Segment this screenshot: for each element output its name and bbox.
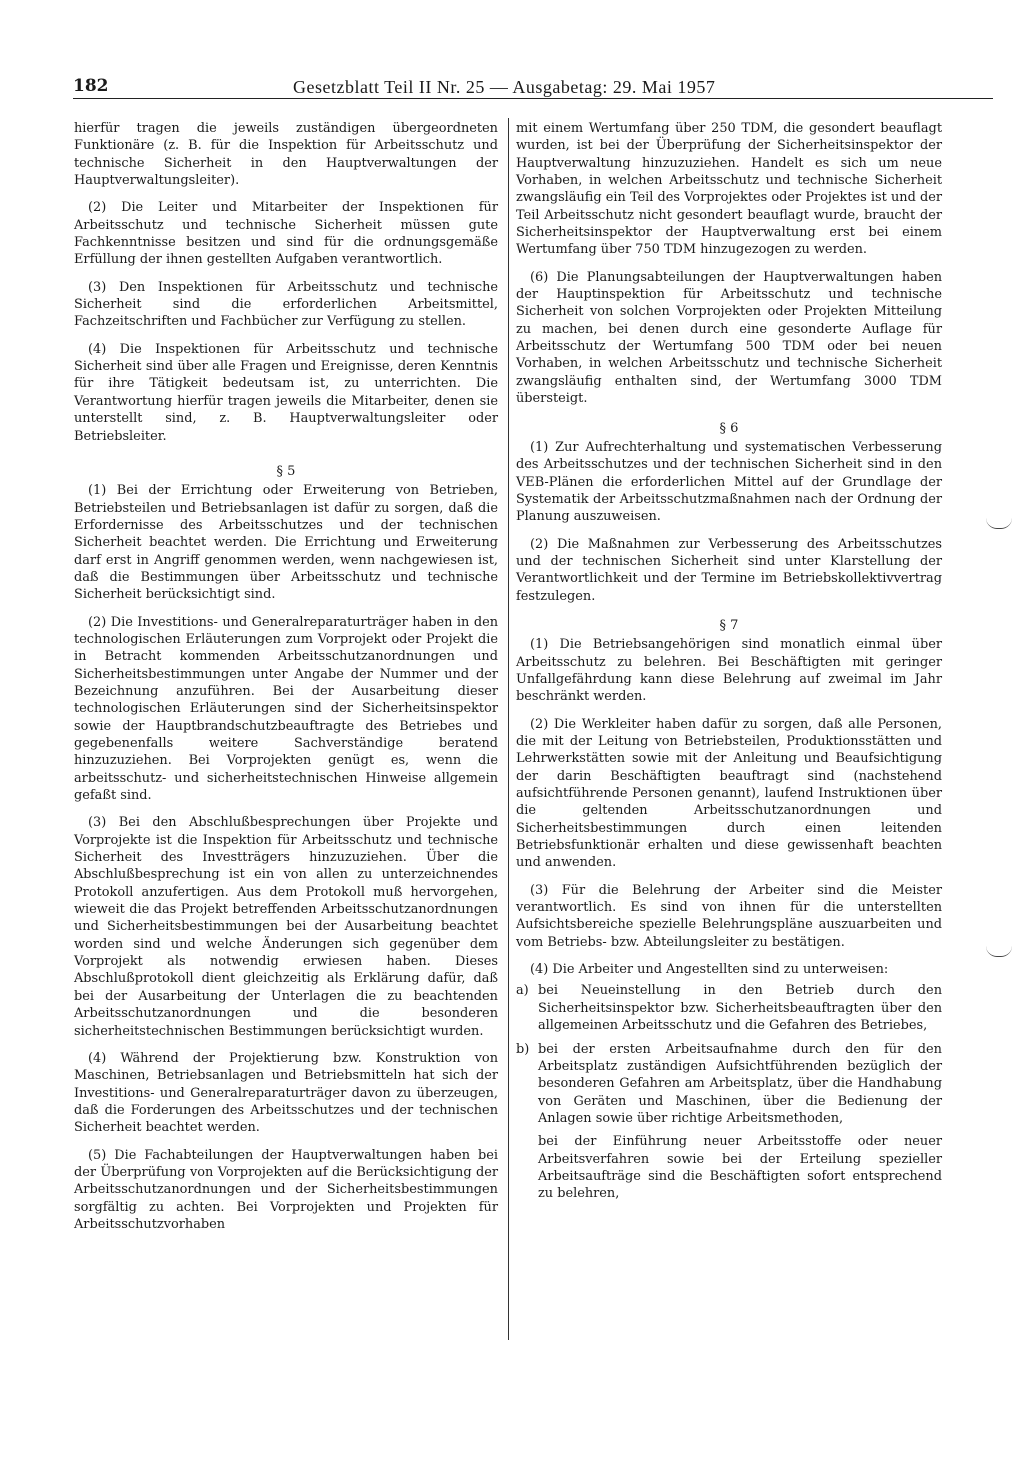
- paragraph-continuation: mit einem Wertumfang über 250 TDM, die gesondert beauflagt wurden, ist bei der Überprüfung der Sicherheitsinspektor der Hauptverwaltung hinzuzuziehen. Handelt es sich um neue Vorhaben, in welchen Arbeitsschutz und technische Sicherheit zwangsläufig ein Teil des Vorprojektes oder Projektes ist und der Teil Arbeitsschutz nicht gesondert beauflagt wurde, braucht der Sicherheitsinspektor der Hauptverwaltung erst bei einem Wertumfang über 750 TDM hinzugezogen zu werden.: [516, 121, 942, 258]
- section-5-paragraph-6: (6) Die Planungsabteilungen der Hauptverwaltungen haben der Hauptinspektion für Arbeitsschutz und technische Sicherheit von solchen Vorprojekten oder Projekten Mitteilung zu machen, bei denen durch eine gesonderte Auflage für Arbeitsschutz der Wertumfang 500 TDM oder bei neuen Vorhaben, in welchen Arbeitsschutz und technische Sicherheit zwangsläufig enthalten sind, der Wertumfang 3000 TDM übersteigt.: [516, 269, 942, 407]
- section-5-paragraph-1: (1) Bei der Errichtung oder Erweiterung von Betrieben, Betriebsteilen und Betriebsanlagen ist dafür zu sorgen, daß die Erfordernisse des Arbeitsschutzes und der technischen Sicherheit beachtet werden. Die Errichtung und Erweiterung darf erst in Angriff genommen werden, wenn nachgewiesen ist, daß die Bestimmungen über Arbeitsschutz und technische Sicherheit berücksichtigt sind.: [74, 483, 498, 603]
- paragraph-2: (2) Die Leiter und Mitarbeiter der Inspektionen für Arbeitsschutz und technische Sicherheit müssen gute Fachkenntnisse besitzen und sind für die ordnungsgemäße Erfüllung der ihnen gestellten Aufgaben verantwortlich.: [74, 200, 498, 268]
- section-6-paragraph-2: (2) Die Maßnahmen zur Verbesserung des Arbeitsschutzes und der technischen Sicherheit sind unter Klarstellung der Verantwortlichkeit und der Termine im Betriebskollektivvertrag festzulegen.: [516, 536, 942, 604]
- list-item-text: bei der ersten Arbeitsaufnahme durch den für den Arbeitsplatz zuständigen Aufsichtführenden bezüglich der besonderen Gefahren am Arbeitsplatz, über die Handhabung von Geräten und Maschinen, über die Bedienung der Anlagen sowie über richtige Arbeitsmethoden,: [538, 1041, 942, 1126]
- section-7-paragraph-4: (4) Die Arbeiter und Angestellten sind zu unterweisen:: [530, 962, 889, 978]
- left-column: [74, 120, 498, 1243]
- section-5-heading: § 5: [276, 463, 296, 479]
- right-column: [516, 120, 942, 1203]
- list-marker: b): [516, 1041, 530, 1057]
- list-item-text: bei Neueinstellung in den Betrieb durch den Sicherheitsinspektor bzw. Sicherheitsbeauftragten über den allgemeinen Arbeitsschutz und die Gefahren des Betriebes,: [538, 983, 942, 1034]
- paragraph-3: (3) Den Inspektionen für Arbeitsschutz und technische Sicherheit sind die erforderlichen Arbeitsmittel, Fachzeitschriften und Fachbücher zur Verfügung zu stellen.: [74, 279, 498, 330]
- margin-mark-icon: [986, 518, 1012, 529]
- publication-title: Gesetzblatt Teil II Nr. 25 — Ausgabetag: 29. Mai 1957: [293, 77, 716, 97]
- list-item-a: [516, 982, 942, 1034]
- section-6-heading: § 6: [719, 420, 739, 436]
- section-5-paragraph-5: (5) Die Fachabteilungen der Hauptverwaltungen haben bei der Überprüfung von Vorprojekten auf die Berücksichtigung der Arbeitsschutzanordnungen und der Sicherheitsbestimmungen sorgfältig zu achten. Bei Vorprojekten und Projekten für Arbeitsschutzvorhaben: [74, 1147, 498, 1232]
- section-5-paragraph-3: (3) Bei den Abschlußbesprechungen über Projekte und Vorprojekte ist die Inspektion für Arbeitsschutz und technische Sicherheit des Investträgers hinzuzuziehen. Über die Abschlußbesprechung ist ein von allen zu unterzeichnendes Protokoll anzufertigen. Aus dem Protokoll muß hervorgehen, wieweit die das Projekt betreffenden Arbeitsschutzanordnungen und Sicherheitsbestimmungen bei der Ausarbeitung beachtet worden sind und welche Änderungen sich gegenüber dem Vorprojekt als notwendig erwiesen haben. Dieses Abschlußprotokoll dient gleichzeitig als Erklärung dafür, daß bei der Ausarbeitung der Unterlagen die zu beachtenden Arbeitsschutzanordnungen und die besonderen sicherheitstechnischen Bestimmungen berücksichtigt wurden.: [74, 815, 498, 1039]
- section-6-paragraph-1: (1) Zur Aufrechterhaltung und systematischen Verbesserung des Arbeitsschutzes und der technischen Sicherheit sind in den VEB-Plänen die erforderlichen Mittel auf der Grundlage der Systematik der Arbeitsschutzmaßnahmen nach der Ordnung der Planung auszuweisen.: [516, 439, 942, 525]
- section-7-paragraph-1: (1) Die Betriebsangehörigen sind monatlich einmal über Arbeitsschutz zu belehren. Bei Beschäftigten mit geringer Unfallgefährdung kann diese Belehrung auf zweimal im Jahr beschränkt werden.: [516, 637, 942, 705]
- page-number: 182: [73, 76, 109, 96]
- list-item-b: [516, 1041, 942, 1128]
- paragraph-continuation: hierfür tragen die jeweils zuständigen übergeordneten Funktionäre (z. B. für die Inspektion für Arbeitsschutz und technische Sicherheit in den Hauptverwaltungen der Hauptverwaltungsleiter).: [74, 121, 498, 189]
- page-header: [73, 76, 993, 99]
- margin-mark-icon: [986, 946, 1012, 957]
- list-marker: a): [516, 983, 529, 999]
- section-5-paragraph-4: (4) Während der Projektierung bzw. Konstruktion von Maschinen, Betriebsanlagen und Betriebsmitteln hat sich der Investitions- und Generalreparaturträger davon zu überzeugen, daß die Forderungen des Arbeitsschutzes und der technischen Sicherheit beachtet werden.: [74, 1050, 498, 1136]
- list-item-b-continuation: bei der Einführung neuer Arbeitsstoffe oder neuer Arbeitsverfahren sowie bei der Erteilung spezieller Arbeitsaufträge sind die Beschäftigten sofort entsprechend zu belehren,: [538, 1134, 942, 1202]
- section-7-paragraph-3: (3) Für die Belehrung der Arbeiter sind die Meister verantwortlich. Es sind von ihnen für die unterstellten Aufsichtsbereiche spezielle Belehrungspläne auszuarbeiten und vom Betriebs- bzw. Abteilungsleiter zu bestätigen.: [516, 882, 942, 950]
- paragraph-4: (4) Die Inspektionen für Arbeitsschutz und technische Sicherheit sind über alle Fragen und Ereignisse, deren Kenntnis für ihre Tätigkeit bedeutsam ist, zu unterrichten. Die Verantwortung hierfür tragen jeweils die Mitarbeiter, denen sie unterstellt sind, z. B. Hauptverwaltungsleiter oder Betriebsleiter.: [74, 341, 498, 444]
- column-divider: [508, 118, 509, 1340]
- section-7-paragraph-2: (2) Die Werkleiter haben dafür zu sorgen, daß alle Personen, die mit der Leitung von Betriebsteilen, Produktionsstätten und Lehrwerkstätten sowie mit der Anleitung und Beaufsichtigung der darin Beschäftigten beauftragt sind (nachstehend aufsichtführende Personen genannt), laufend Instruktionen über die geltenden Arbeitsschutzanordnungen und Sicherheitsbestimmungen durch einen leitenden Betriebsfunktionär erhalten und diese gewissenhaft beachten und anwenden.: [516, 716, 942, 871]
- section-5-paragraph-2: (2) Die Investitions- und Generalreparaturträger haben in den technologischen Erläuterungen zum Vorprojekt oder Projekt die in Betracht kommenden Arbeitsschutzanordnungen und Sicherheitsbestimmungen unter Angabe der Nummer und der Bezeichnung anzuführen. Bei der Ausarbeitung dieser technologischen Erläuterungen sind der Sicherheitsinspektor sowie der Hauptbrandschutzbeauftragte des Betriebes und gegebenenfalls weitere Sachverständige beratend hinzuzuziehen. Bei Vorprojekten genügt es, wenn die arbeitsschutz- und sicherheitstechnischen Hinweise allgemein gefaßt sind.: [74, 614, 498, 804]
- section-7-heading: § 7: [719, 617, 739, 633]
